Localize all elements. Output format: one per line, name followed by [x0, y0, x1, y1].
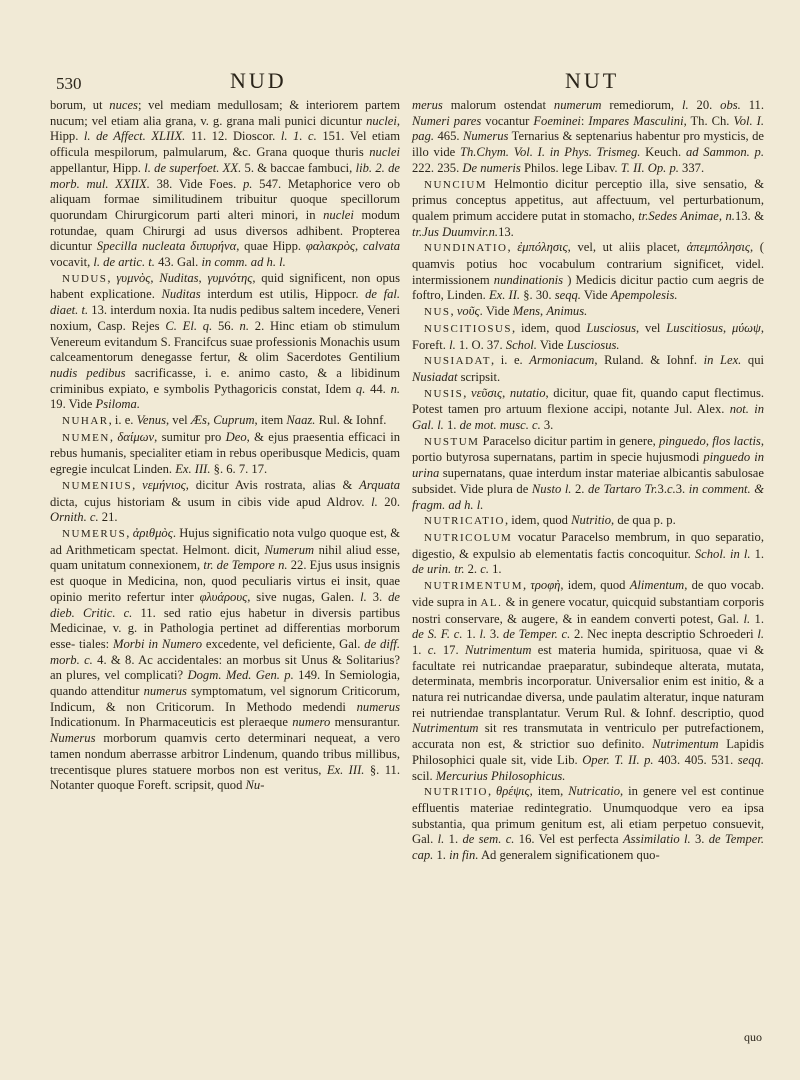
entry-text: 222. 235. [412, 160, 463, 175]
entry-text: obs. [720, 98, 741, 112]
entry-text: 1. [488, 562, 502, 577]
entry-text: nuclei [323, 207, 354, 222]
running-head-right: NUT [565, 68, 620, 93]
entry-text: φαλακρὸς [305, 239, 355, 254]
entry-text: 1. O. 37. [455, 337, 506, 352]
entry-text: Vol. I. pag. [412, 113, 765, 144]
entry-text: tr. de Tempore n. [203, 558, 288, 573]
entry-text: Ad generalem significationem quo- [478, 848, 660, 863]
dictionary-entry [412, 434, 764, 514]
entry-text: C. El. q. [165, 318, 213, 333]
entry-text: scil. [412, 768, 436, 783]
entry-text: Lusciosus. [566, 337, 620, 352]
headword: NUNCIUM [424, 178, 488, 191]
entry-text: de urin. tr. [412, 562, 465, 577]
entry-text: Arquata [359, 477, 400, 492]
entry-text: διπυρήνα [190, 239, 237, 254]
entry-text: de Temper. c. [503, 627, 571, 642]
entry-text: 1. [433, 848, 450, 863]
entry-text: Indicationum. In Pharmaceuticis est pleraeque [50, 715, 293, 730]
entry-text: vocantur [481, 113, 534, 128]
entry-text: Lusciosus [586, 320, 636, 335]
entry-text: Ex. II. [488, 288, 521, 303]
headword: NUSTUM [424, 435, 480, 448]
entry-text: nundinationis [493, 272, 564, 287]
entry-text: §. 6. 7. 17. [210, 462, 268, 477]
entry-text: supernatans, quae interdum instar materiae albicantis sabulosae subsidet. Vide plura de [412, 466, 764, 496]
entry-text: seqq. [737, 752, 764, 767]
entry-text: Vide [580, 288, 611, 303]
entry-text: not. in Gal. l. [412, 402, 765, 433]
entry-text: Animus. [546, 304, 588, 319]
entry-text: sit res transmutata in ventriculo per putrefactionem, accurata non est, & strictior suo definito. [412, 721, 764, 752]
entry-text: Apempolesis. [610, 288, 678, 303]
entry-text: , [705, 433, 713, 448]
entry-text: , de qua p. p. [611, 513, 676, 528]
page-number: 530 [56, 74, 82, 93]
entry-text: 17. [436, 642, 465, 657]
entry-text: scripsit. [457, 369, 501, 384]
entry-text: 337. [678, 160, 705, 175]
entry-text: pinguedo [658, 433, 706, 448]
entry-text: , [206, 413, 214, 428]
dictionary-entry [412, 304, 764, 321]
entry-text: Mens [512, 304, 541, 319]
entry-text: appellantur, Hipp. [50, 160, 145, 175]
entry-text: Nutrimentum [464, 642, 532, 657]
entry-text: pinguedo in urina [412, 450, 764, 481]
dictionary-entry [412, 240, 764, 304]
entry-text: 11. 12. Dioscor. [185, 129, 281, 144]
entry-text: Impares Masculini [588, 113, 684, 128]
entry-text: l. [681, 98, 689, 112]
entry-text: de Temper. cap. [412, 832, 765, 863]
entry-text: Nutritio [571, 513, 612, 528]
entry-text: , Hipp. [50, 113, 400, 144]
entry-text: §. 30. [520, 288, 555, 303]
entry-text: in comm. ad h. l. [201, 255, 286, 270]
entry-text: Schol. [505, 337, 537, 352]
entry-text: 3. [675, 481, 689, 496]
entry-text: & in genere vocatur, quicquid substantiam corporis nostri conservare, & augere, & in eandem converti potest, Gal. [412, 594, 764, 626]
entry-text: Naaz. [286, 413, 316, 428]
headword: NUTRICATIO [424, 515, 505, 528]
dictionary-entry [412, 321, 764, 353]
entry-text: Numerus [50, 731, 96, 746]
entry-text: Paracelso dicitur partim in genere, [479, 433, 659, 448]
entry-text: 1. [750, 611, 765, 626]
entry-text: 11. sed ratio ejus habetur in diversis partibus Medicinae, v. g. in Pathologia pertinet ad differentias morborum esse- tiales: [50, 605, 400, 651]
entry-text: nutatio [509, 385, 546, 400]
entry-text: 3. [540, 418, 554, 433]
entry-text: c. [666, 481, 676, 496]
entry-text: , [450, 304, 457, 319]
dictionary-entry [50, 413, 400, 430]
entry-text: 13. & [734, 208, 764, 223]
entry-text: Nu- [245, 778, 265, 793]
entry-text: 21. [98, 510, 118, 525]
entry-text: 43. Gal. [154, 255, 202, 270]
entry-text: Th.Chym. Vol. I. in Phys. Trismeg. [459, 145, 641, 160]
entry-text: , dicitur, quae fit, quando caput flectimus. Potest tamen pro artuum flexione accipi, notante Jul. Alex. [412, 385, 765, 417]
entry-text: Nutricatio [568, 784, 621, 799]
dictionary-entry [412, 513, 764, 530]
entry-text: q. [355, 381, 366, 396]
entry-text: , [487, 784, 497, 799]
entry-text: 1. [443, 418, 460, 433]
entry-text: 16. Vel est perfecta [514, 832, 623, 847]
entry-text: 2. Hinc etiam ob stimulum Venereum evitandum S. Francifcus suae professionis Monachis usum calceamentorum denegasse fertur, & olim Sacerdotes Gentilium [50, 318, 400, 365]
entry-text: de Tartaro Tr. [588, 481, 658, 496]
entry-text: l. [437, 832, 445, 847]
entry-text: l. de artic. t. [93, 255, 155, 270]
entry-text: 11. [740, 98, 764, 112]
entry-text: ; vel mediam medullosam; & interiorem partem nucum; vel etiam alia grana, v. g. grana mali punici dicuntur [50, 98, 400, 128]
entry-text: de S. F. c. [412, 627, 463, 642]
entry-text: De numeris [462, 160, 521, 175]
entry-text: Nuditas [159, 270, 199, 285]
entry-text: , portio butyrosa supernatans, partim in specie hujusmodi [412, 433, 764, 465]
headword: NUSIADAT [424, 355, 491, 368]
entry-text: 13. interdum noxia. Ita nudis pedibus saltem incedere, Veneri noxium, Casp. Rejes [50, 303, 400, 333]
entry-text: l. de Affect. XLIIX. [83, 129, 186, 144]
entry-text: γυμνὸς [116, 270, 151, 285]
entry-text: τροφὴ [530, 578, 561, 593]
entry-text: , [463, 385, 471, 400]
entry-text: , [150, 270, 160, 285]
running-head-left: NUD [230, 68, 287, 93]
entry-text: Ex. III. [175, 462, 211, 477]
entry-text: l. [360, 589, 367, 604]
entry-text: 20. [377, 494, 401, 509]
entry-text: merus [412, 98, 443, 112]
entry-text: 3. [690, 832, 709, 847]
headword: NUTRICOLUM [424, 531, 513, 544]
headword: NUSIS [424, 387, 464, 400]
entry-text: , [198, 270, 208, 285]
entry-text: , Ruland. & Iohnf. [594, 353, 704, 368]
entry-text: , [507, 240, 518, 255]
entry-text: νεμήνιος [142, 477, 186, 492]
entry-text: , in genere vel est continue effluentis materiae redintegratio. Unumquodque vero ea ipsa substantia, qua primum genitum est, ali etiam perpetuo consuevit, Gal. [412, 784, 765, 847]
entry-text: Nutrimentum [412, 721, 479, 736]
entry-text: Morbi in Numero [112, 636, 203, 651]
entry-text: μύωψ [732, 320, 761, 335]
entry-text: 38. Vide Foes. [149, 176, 243, 191]
entry-text: de fal. diaet. t. [50, 287, 401, 318]
left-column [50, 98, 400, 794]
entry-text: borum, ut [50, 98, 110, 112]
entry-text: φλυάρους [199, 589, 248, 604]
entry-text: Nusiadat [412, 369, 458, 384]
entry-text: Philos. lege Libav. [520, 160, 621, 175]
entry-text: modum rotundae, quam Chirurgi ad usus diversos adhibent. Propterea dicuntur [50, 207, 400, 254]
entry-text: de dieb. Critic. c. [50, 589, 401, 620]
entry-text: , [502, 385, 510, 400]
entry-text: , ( quamvis potius hoc vocabulum contrarium significet, videl. intermissionem [412, 240, 765, 287]
entry-text: Ornith. c. [50, 510, 99, 525]
dictionary-entry [412, 530, 764, 578]
entry-text: Numerus [462, 129, 509, 144]
entry-text: seqq. [554, 288, 581, 303]
entry-text: , sumitur pro [154, 429, 226, 444]
entry-text: l. [449, 337, 456, 352]
entry-text: γυμνότης [207, 270, 253, 285]
entry-text: , [354, 239, 363, 254]
entry-text: Assimilatio l. [622, 832, 691, 847]
entry-text: T. II. Op. p. [620, 160, 679, 175]
entry-text: , Foreft. [412, 320, 764, 352]
entry-text: . Hujus significatio nota vulgo quoque est, & ad Arithmeticam spectat. Helmont. dicit, [50, 525, 401, 557]
entry-text: Oper. T. II. [582, 752, 640, 767]
entry-text: numerum [553, 98, 602, 112]
entry-text: interdum est utilis, Hippocr. [200, 287, 366, 302]
entry-text: ad Sammon. p. [685, 145, 764, 160]
entry-text: 1. [444, 832, 463, 847]
entry-text: calvata [362, 239, 400, 254]
entry-text: , dicitur Avis rostrata, alias & [185, 477, 360, 492]
entry-text: , [523, 578, 531, 593]
entry-text: Luscitiosus [666, 320, 723, 335]
entry-text: , de quo vocab. vide supra in [412, 578, 764, 609]
entry-text: Psiloma. [95, 397, 140, 412]
entry-text: 4. & 8. Ac accidentales: an morbus sit Unus & Solitarius? an plures, vel complicati? [50, 652, 400, 683]
entry-text: θρέψις [496, 784, 530, 799]
entry-text: Mercurius Philosophicus. [435, 768, 566, 783]
entry-text: , vel [636, 320, 667, 335]
entry-text: , idem, quod [512, 320, 587, 335]
headword: NUDUS [62, 272, 108, 285]
entry-text: 13. [498, 224, 514, 239]
entry-text: Ternarius & septenarius habentur pro mysticis, de illo vide [412, 129, 764, 160]
entry-text: in Lex. [703, 353, 742, 368]
entry-text: ) Medicis dicitur pactio cum aegris de foftro, Linden. [412, 272, 764, 303]
entry-text: numerus [143, 684, 187, 699]
dictionary-entry [412, 386, 764, 434]
entry-text: , quid significent, non opus habent explicatione. [50, 270, 400, 302]
dictionary-entry [412, 578, 764, 784]
entry-text: Nuditas [161, 287, 201, 302]
entry-text: 3. [486, 627, 504, 642]
entry-text: Armoniacum [529, 353, 595, 368]
entry-text: , & ejus praesentia efficaci in rebus humanis, specialiter etiam in rebus operibusque Medicis, quam egregie inculcat Linden. [50, 429, 400, 477]
entry-text: ἐμπόλησις [517, 240, 568, 255]
dictionary-entry [50, 430, 400, 478]
entry-text: est materia humida, spirituosa, quae vi & facultate rei nutricandae praeparatur, subindeque alterata, mutata, determinata, membris incorporatur. Universalior enim est initio, & a natura rei nutricandae diversa, unde paulatim alteratur, inque naturam rei nutriendae transplantatur. Verum Rul. & Iohnf. descriptio, quod [412, 642, 765, 720]
catchword: quo [744, 1030, 762, 1044]
entry-text: 2. Nec inepta descriptio Schroederi [570, 627, 758, 642]
entry-text: Nusto l. [531, 481, 572, 496]
entry-text: , vel [166, 413, 191, 428]
headword: NUHAR [62, 415, 109, 428]
dictionary-entry [412, 353, 764, 385]
entry-text: tr.Sedes Animae, n. [638, 208, 735, 223]
entry-text: Æs [190, 413, 207, 428]
entry-text: symptomatum, vel signorum Criticorum, Indicum, & non Criticorum. In Methodo medendi [50, 684, 400, 714]
entry-text: , Th. Ch. [683, 113, 734, 128]
entry-text: l. [371, 494, 378, 509]
entry-text: 403. 405. 531. [653, 752, 738, 767]
entry-text: 465. [434, 129, 463, 144]
entry-text: Dogm. Med. Gen. p. [187, 668, 294, 683]
dictionary-entry [50, 478, 400, 526]
entry-text: Numeri pares [412, 113, 482, 128]
running-header [0, 68, 800, 98]
entry-text: n. [239, 318, 249, 333]
entry-text: Rul. & Iohnf. [315, 413, 387, 428]
entry-text: 1. [750, 546, 765, 561]
entry-text: nuclei [366, 113, 397, 128]
dictionary-entry [50, 271, 400, 413]
entry-text: 44. [365, 381, 391, 396]
entry-text: vocavit, [50, 255, 94, 270]
entry-text: , [126, 525, 133, 540]
entry-text: l. [757, 627, 765, 642]
entry-text: l. [479, 627, 487, 642]
entry-text: . Vide [479, 304, 513, 319]
entry-text: , vel, ut aliis placet, [567, 240, 687, 255]
entry-text: 149. In Semiologia, quando attenditur [50, 668, 400, 699]
headword: NUMENIUS [62, 479, 133, 492]
entry-text: Cuprum [213, 413, 255, 428]
entry-text: 2. [464, 562, 481, 577]
entry-text: nuces [109, 98, 138, 112]
entry-text: 3. [657, 481, 667, 496]
entry-text: numerus [356, 699, 400, 714]
entry-text: c. [480, 562, 489, 577]
entry-text: Numerum [264, 542, 315, 557]
entry-text: 3. [366, 589, 389, 604]
headword: NUTRITIO [424, 786, 488, 799]
entry-text: Keuch. [640, 145, 686, 160]
entry-text: , idem, quod [505, 513, 572, 528]
entry-text: Alimentum [629, 578, 685, 593]
entry-text: , [540, 304, 547, 319]
entry-text: c. [427, 642, 437, 657]
entry-text: , item [254, 413, 287, 428]
entry-text: morborum quamvis certo determinari nequeat, a vero tamen nondum aberrasse arbitror Lindenum, quando tribus millibus, trecentisque plures statuere morbos non est veritus, [50, 731, 400, 777]
entry-text: Lapidis Philosophici quale sit, vide Lib. [412, 737, 764, 767]
entry-text: lib. 2. de morb. mul. XXIIX. [50, 160, 400, 191]
entry-text: 151. Vel etiam officula mespilorum, palmularum, &c. Grana quoque thuris [50, 129, 400, 160]
entry-text: : [580, 113, 589, 128]
headword: AL. [480, 596, 503, 609]
entry-text: Vide [536, 337, 567, 352]
entry-text: l. 1. c. [280, 129, 317, 144]
entry-text: 2. [571, 481, 589, 496]
entry-text: 547. Metaphorice vero ob aliquam formae similitudinem tribuitur quoque specillorum quorundam Chirurgicorum parti alteri minori, in [50, 176, 400, 222]
headword: NUS [424, 306, 451, 319]
entry-text: remediorum, [601, 98, 682, 112]
headword: NUMERUS [62, 527, 127, 540]
entry-text: de sem. c. [462, 832, 515, 847]
entry-text: ἀριθμὸς [132, 525, 173, 540]
entry-text: nudis pedibus [50, 365, 126, 380]
entry-text: Specilla nucleata [96, 239, 186, 254]
entry-text: , quae Hipp. [236, 239, 306, 254]
dictionary-entry [50, 526, 400, 794]
entry-text: 22. Ejus usus insignis est quoque in Medicina, non, quod peculiaris virtus ei insit, quae opinio merito refertur inter [50, 558, 401, 604]
headword: NUSCITIOSUS [424, 322, 513, 335]
entry-text: numero [292, 715, 331, 730]
entry-text: dicta, cujus historiam & usum in cibis vide apud Aldrov. [50, 494, 372, 509]
entry-text: Foeminei [533, 113, 581, 128]
entry-text: , [109, 429, 118, 444]
entry-text: l. [743, 611, 751, 626]
entry-text: , item, [529, 784, 569, 799]
entry-text: , [107, 270, 117, 285]
entry-text: Venus [136, 413, 166, 428]
entry-text: tr.Jus Duumvir.n. [412, 224, 499, 239]
entry-text: 56. [212, 318, 240, 333]
entry-text: excedente, vel deficiente, Gal. [202, 636, 365, 651]
headword: NUTRIMENTUM [424, 580, 523, 593]
entry-text: νεῦσις [471, 385, 503, 400]
dictionary-entry [412, 177, 764, 241]
entry-text: nihil aliud esse, quam unitatum connexionem, [50, 542, 400, 573]
entry-text: δαίμων [117, 429, 155, 444]
entry-text: 1. [412, 642, 428, 657]
right-column [412, 98, 764, 864]
entry-text: , [132, 477, 143, 492]
entry-text: 20. [688, 98, 721, 112]
entry-text: mensurantur. [330, 715, 400, 730]
entry-text: 19. Vide [50, 397, 96, 412]
entry-text: l. de superfoet. XX. [144, 160, 242, 175]
entry-text: in fin. [449, 848, 479, 863]
entry-text: Ex. III. [326, 762, 365, 777]
entry-text: de mot. musc. c. [459, 418, 541, 433]
entry-text: qui [741, 353, 765, 368]
entry-text: in comment. & fragm. ad h. l. [412, 481, 765, 512]
entry-text: 1. [462, 627, 480, 642]
entry-text: , i. e. [491, 353, 530, 368]
entry-text: ἀπεμπόλησις [686, 240, 750, 255]
entry-text: Nutrimentum [652, 737, 719, 752]
headword: NUMEN [62, 431, 110, 444]
entry-text: p. [242, 176, 253, 191]
entry-text: , [722, 320, 733, 335]
entry-text: νοῦς [456, 304, 480, 319]
entry-text: nuclei [369, 145, 400, 160]
dictionary-entry [50, 98, 400, 271]
entry-text: §. 11. Notanter quoque Foreft. scripsit, quod [50, 762, 400, 793]
headword: NUNDINATIO [424, 242, 508, 255]
entry-text: , idem, quod [560, 578, 630, 593]
dictionary-entry [412, 784, 764, 864]
entry-text: Helmontio dicitur perceptio illa, sive sensatio, & primus conceptus appetitus, aut affectuum, vel perturbationum, qualem primum accidere putat in stomacho, [412, 176, 764, 223]
entry-text: , sive nugas, Galen. [247, 589, 361, 604]
entry-text: p. [644, 752, 654, 767]
dictionary-entry [412, 98, 764, 177]
entry-text: flos lactis [712, 433, 761, 448]
entry-text: Schol. in l. [694, 546, 751, 561]
entry-text: sacrificasse, i. e. animo casto, & a libidinum criminibus expiato, e symbolis Pythagoricis constat, Idem [50, 365, 400, 396]
entry-text: malorum ostendat [442, 98, 554, 112]
entry-text: n. [390, 381, 401, 396]
entry-text: vocatur Paracelso membrum, in quo separatio, digestio, & expulsio ab elementatis factis concoquitur. [412, 529, 764, 561]
entry-text: Deo [225, 429, 247, 444]
entry-text: 5. & baccae fambuci, [241, 160, 356, 175]
entry-text: de diff. morb. c. [50, 636, 400, 667]
entry-text: , i. e. [108, 413, 137, 428]
